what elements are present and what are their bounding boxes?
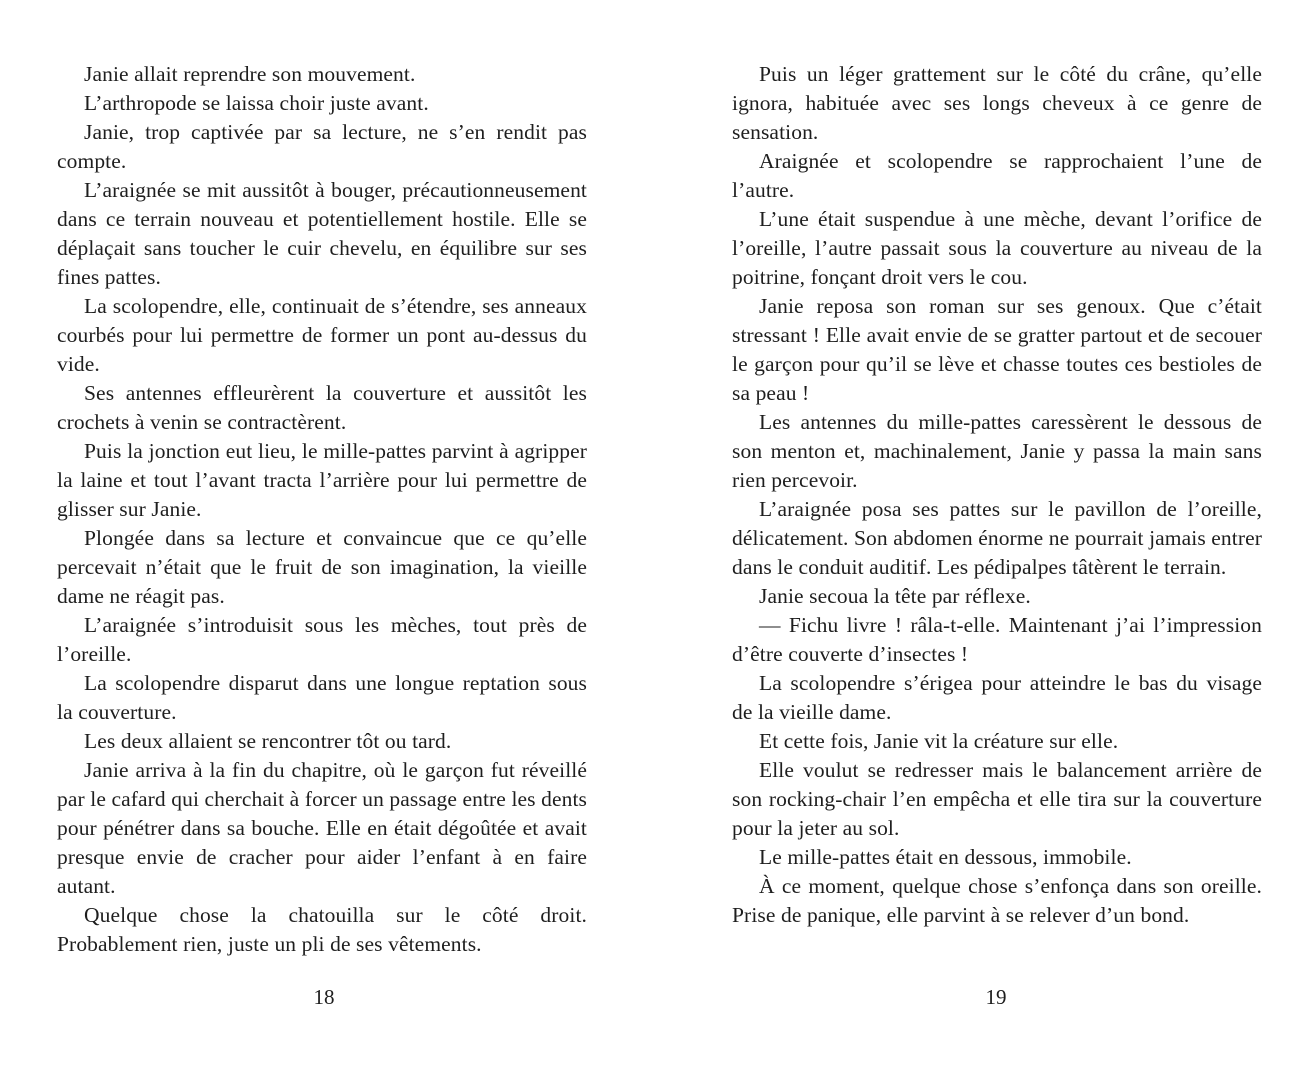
- paragraph: Les deux allaient se rencontrer tôt ou tard.: [84, 729, 452, 753]
- paragraph: L’arthropode se laissa choir juste avant.: [84, 91, 429, 115]
- paragraph: L’araignée s’introduisit sous les mèches, tout près de l’oreille.: [57, 613, 587, 666]
- paragraph: Janie arriva à la fin du chapitre, où le garçon fut réveillé par le cafard qui cherchait à forcer un passage entre les dents pour pénétrer dans sa bouche. Elle en était dégoûtée et avait presque envie de cracher pour aider l’enfant à en faire autant.: [57, 758, 587, 898]
- right-page: [732, 60, 1262, 930]
- paragraph: L’une était suspendue à une mèche, devant l’orifice de l’oreille, l’autre passait sous la couverture au niveau de la poitrine, fonçant droit vers le cou.: [732, 207, 1262, 289]
- paragraph: La scolopendre disparut dans une longue reptation sous la couverture.: [57, 671, 587, 724]
- paragraph: Janie reposa son roman sur ses genoux. Que c’était stressant ! Elle avait envie de se gratter partout et de secouer le garçon pour qu’il se lève et chasse toutes ces bestioles de sa peau !: [732, 294, 1262, 405]
- paragraph: Janie allait reprendre son mouvement.: [84, 62, 416, 86]
- paragraph: Plongée dans sa lecture et convaincue que ce qu’elle percevait n’était que le fruit de son imagination, la vieille dame ne réagit pas.: [57, 526, 587, 608]
- paragraph: Les antennes du mille-pattes caressèrent le dessous de son menton et, machinalement, Janie y passa la main sans rien percevoir.: [732, 410, 1262, 492]
- paragraph: Puis la jonction eut lieu, le mille-pattes parvint à agripper la laine et tout l’avant tracta l’arrière pour lui permettre de glisser sur Janie.: [57, 439, 587, 521]
- paragraph: La scolopendre s’érigea pour atteindre le bas du visage de la vieille dame.: [732, 671, 1262, 724]
- paragraph: La scolopendre, elle, continuait de s’étendre, ses anneaux courbés pour lui permettre de former un pont au-dessus du vide.: [57, 294, 587, 376]
- paragraph: Janie secoua la tête par réflexe.: [759, 584, 1031, 608]
- paragraph: Elle voulut se redresser mais le balancement arrière de son rocking-chair l’en empêcha et elle tira sur la couverture pour la jeter au sol.: [732, 758, 1262, 840]
- paragraph: Quelque chose la chatouilla sur le côté droit. Probablement rien, juste un pli de ses vêtements.: [57, 903, 587, 956]
- paragraph: Araignée et scolopendre se rapprochaient l’une de l’autre.: [732, 149, 1262, 202]
- page-number-left: 18: [313, 985, 335, 1009]
- paragraph: Et cette fois, Janie vit la créature sur elle.: [759, 729, 1119, 753]
- page-number-right: 19: [985, 985, 1007, 1009]
- paragraph: L’araignée posa ses pattes sur le pavillon de l’oreille, délicatement. Son abdomen énorme ne pourrait jamais entrer dans le conduit auditif. Les pédipalpes tâtèrent le terrain.: [732, 497, 1262, 579]
- left-page: [57, 60, 587, 959]
- paragraph: L’araignée se mit aussitôt à bouger, précautionneusement dans ce terrain nouveau et potentiellement hostile. Elle se déplaçait sans toucher le cuir chevelu, en équilibre sur ses fines pattes.: [57, 178, 587, 289]
- paragraph: Le mille-pattes était en dessous, immobile.: [759, 845, 1132, 869]
- paragraph: À ce moment, quelque chose s’enfonça dans son oreille. Prise de panique, elle parvint à se relever d’un bond.: [732, 874, 1262, 927]
- paragraph: Janie, trop captivée par sa lecture, ne s’en rendit pas compte.: [57, 120, 587, 173]
- paragraph: Ses antennes effleurèrent la couverture et aussitôt les crochets à venin se contractèrent.: [57, 381, 587, 434]
- paragraph: — Fichu livre ! râla-t-elle. Maintenant j’ai l’impression d’être couverte d’insectes !: [732, 613, 1262, 666]
- paragraph: Puis un léger grattement sur le côté du crâne, qu’elle ignora, habituée avec ses longs cheveux à ce genre de sensation.: [732, 62, 1262, 144]
